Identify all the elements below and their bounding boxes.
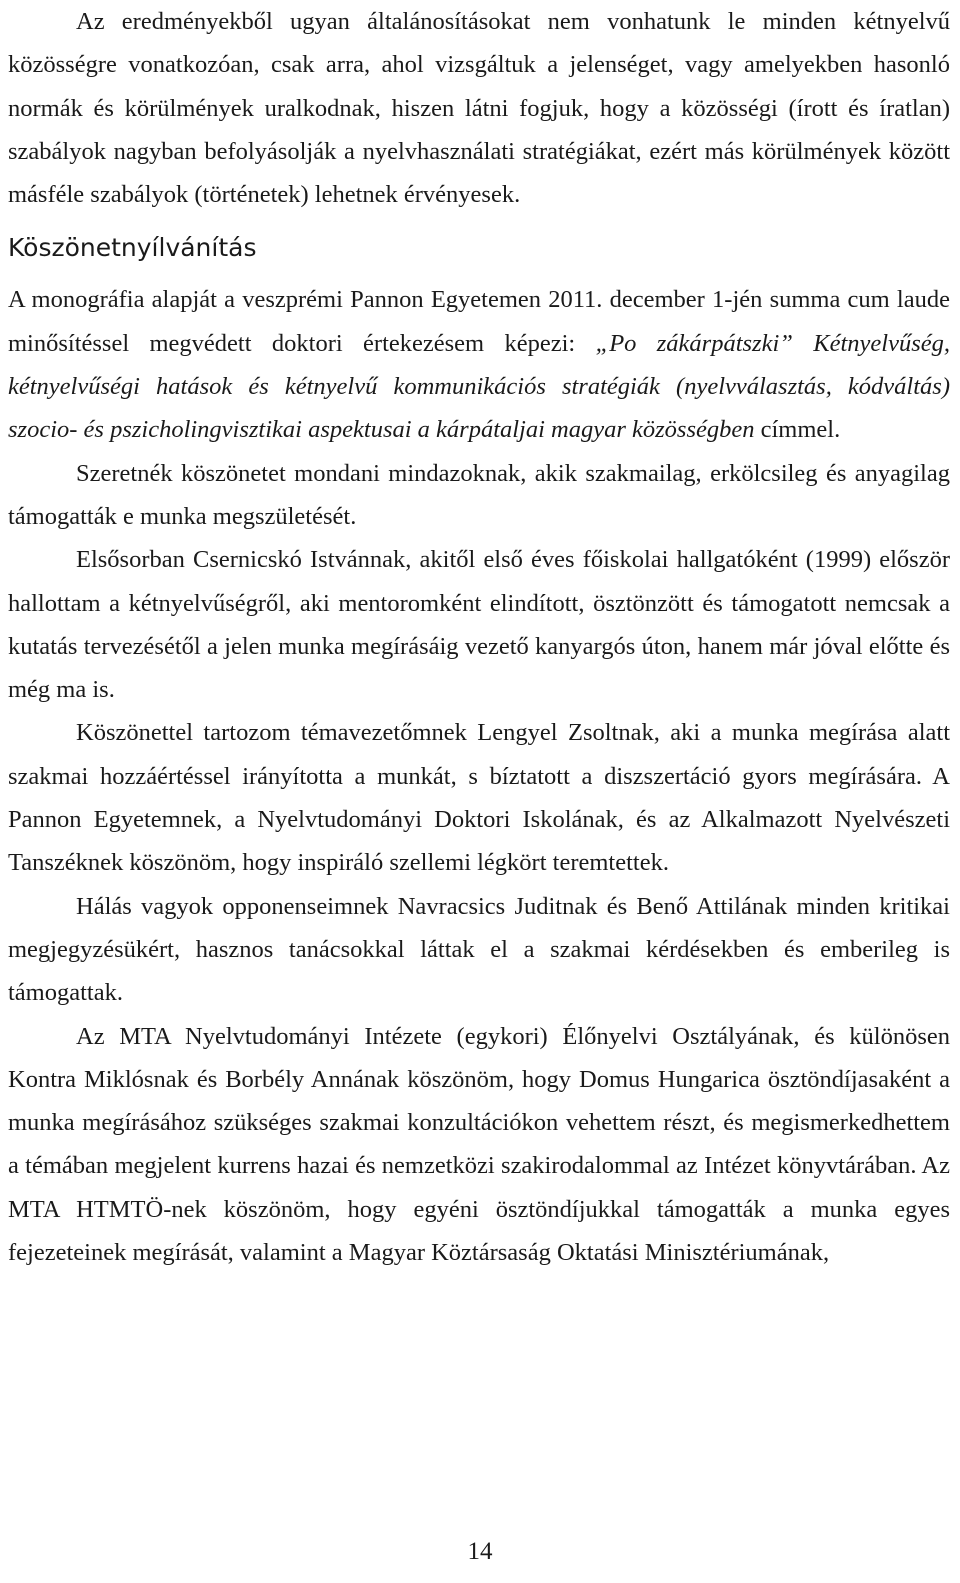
intro-paragraph: Az eredményekből ugyan általánosításokat nem vonhatunk le minden kétnyelvű közösségre vonatkozóan, csak arra, ahol vizsgáltuk a jelenséget, vagy amelyekben hasonló normák és körülmények uralkodnak, hiszen látni fogjuk, hogy a közösségi (írott és íratlan) szabályok nagyban befolyásolják a nyelvhasználati stratégiákat, ezért más körülmények között másféle szabályok (történetek) lehetnek érvényesek. xyxy=(8,8,950,209)
paragraph-thanks-supervisor: Köszönettel tartozom témavezetőmnek Lengyel Zsoltnak, aki a munka megírása alatt szakmai hozzáértéssel irányította a munkát, s bíztatott a diszszertáció gyors megírására. A Pannon Egyetemnek, a Nyelvtudományi Doktori Iskolának, és az Alkalmazott Nyelvészeti Tanszéknek köszönöm, hogy inspiráló szellemi légkört teremtettek. xyxy=(8,719,950,877)
paragraph-thanks-mentor: Elsősorban Csernicskó Istvánnak, akitől első éves főiskolai hallgatóként (1999) először hallottam a kétnyelvűségről, aki mentoromként elindított, ösztönzött és támogatott nemcsak a kutatás tervezésétől a jelen munka megírásáig vezető kanyargós úton, hanem már jóval előtte és még ma is. xyxy=(8,546,950,704)
dissertation-title: „Po zákárpátszki” Kétnyelvűség, kétnyelvűségi hatások és kétnyelvű kommunikációs stratégiák (nyelvválasztás, kódváltás) szocio- és pszicholingvisztikai aspektusai a kárpátaljai magyar közösségben xyxy=(8,329,950,444)
page-number: 14 xyxy=(467,1538,493,1565)
document-page xyxy=(8,0,950,1274)
paragraph-text: címmel. xyxy=(754,416,841,444)
paragraph-dissertation-basis xyxy=(8,278,950,451)
paragraph-thanks-institute: Az MTA Nyelvtudományi Intézete (egykori) Élőnyelvi Osztályának, és különösen Kontra Miklósnak és Borbély Annának köszönöm, hogy Domus Hungarica ösztöndíjasaként a munka megírásához szükséges szakmai konzultációkon vehettem részt, és megismerkedhettem a témában megjelent kurrens hazai és nemzetközi szakirodalommal az Intézet könyvtárában. Az MTA HTMTÖ-nek köszönöm, hogy egyéni ösztöndíjukkal támogatták a munka egyes fejezeteinek megírását, valamint a Magyar Köztársaság Oktatási Minisztériumának, xyxy=(8,1022,950,1267)
paragraph-thanks-opponents: Hálás vagyok opponenseimnek Navracsics Juditnak és Benő Attilának minden kritikai megjegyzésükért, hasznos tanácsokkal láttak el a szakmai kérdésekben és emberileg is támogattak. xyxy=(8,892,950,1007)
paragraph-thanks-general: Szeretnék köszönetet mondani mindazoknak, akik szakmailag, erkölcsileg és anyagilag támogatták e munka megszületését. xyxy=(8,459,950,530)
paragraph-text: A monográfia alapját a veszprémi Pannon Egyetemen 2011. december 1-jén summa cum laude minősítéssel megvédett doktori értekezésem képezi: xyxy=(8,286,950,357)
section-heading: Köszönetnyílvánítás xyxy=(8,233,257,263)
